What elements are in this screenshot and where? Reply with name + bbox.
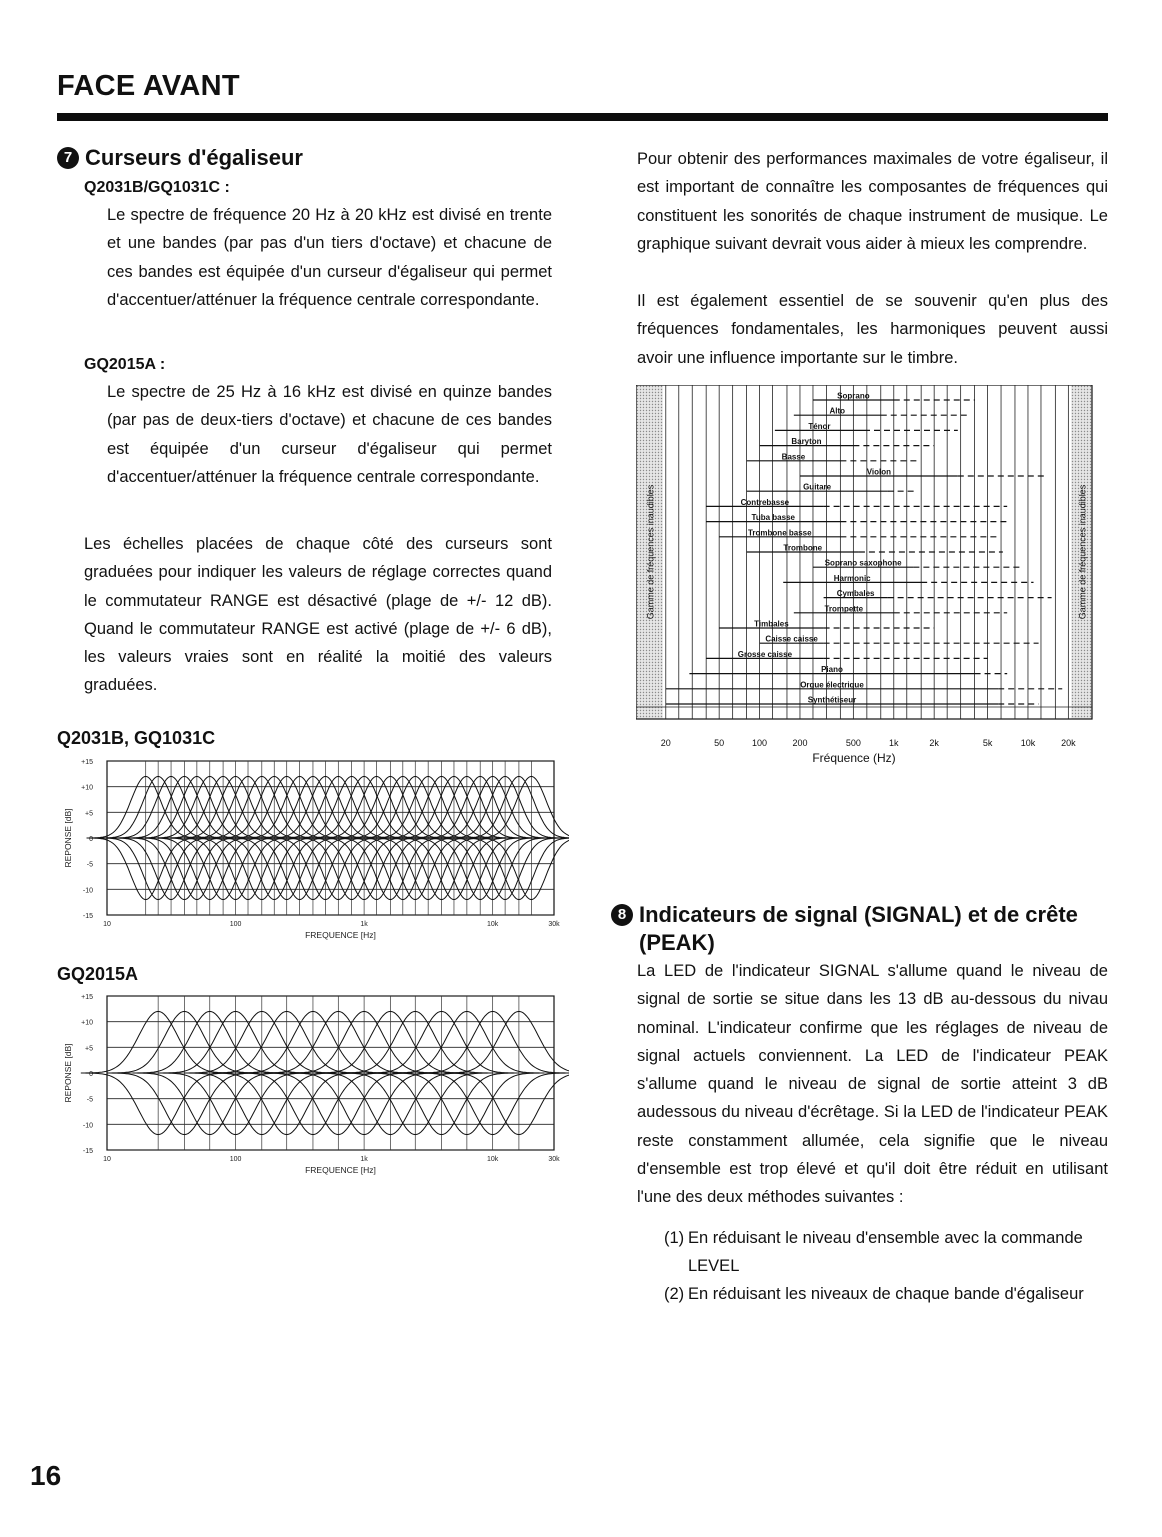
chart1-y-tick-label: -10: [82, 887, 93, 895]
section-8-number: 8: [611, 904, 633, 926]
chart2-y-tick-label: 0: [89, 1071, 93, 1078]
chart2-x-tick-label: 30k: [548, 1156, 560, 1163]
instrument-label: Contrebasse: [740, 497, 790, 507]
range-x-tick-label: 10k: [1020, 738, 1036, 748]
scales-text: Les échelles placées de chaque côté des curseurs sont graduées pour indiquer les valeurs de réglage correctes quand le commutateur RANGE est désactivé (plage de +/- 12 dB). Quand le commutateur RANGE est activé (plage de +/- 6 dB), les valeurs vraies sont en réalité la moitié des valeurs graduées.: [84, 535, 552, 695]
chart2-x-tick-label: 10: [103, 1156, 111, 1163]
instrument-label: Ténor: [808, 421, 831, 431]
chart2-y-tick-label: -15: [82, 1148, 93, 1155]
inaudible-label-low: Gamme de fréquences inaudibles: [645, 484, 656, 620]
instrument-label: Harmonic: [833, 573, 871, 583]
page-number: 16: [30, 1460, 62, 1491]
chart2-cut-curve: [442, 1073, 569, 1135]
chart2-boost-curve: [442, 1011, 569, 1073]
eq-chart-15band-svg: [57, 990, 569, 1183]
method-item-2: [664, 1280, 1108, 1308]
instrument-label: Timbales: [754, 619, 789, 629]
section-8-title-line1: Indicateurs de signal (SIGNAL) et de crête: [639, 902, 1078, 927]
chart2-x-tick-label: 10k: [487, 1156, 499, 1163]
method-item-1-line2: LEVEL: [688, 1257, 740, 1276]
instrument-label: Alto: [829, 406, 846, 416]
instrument-label: Caisse caisse: [765, 634, 818, 644]
title-rule: [57, 113, 1108, 121]
method-item-2-text: En réduisant les niveaux de chaque bande d'égaliseur: [688, 1285, 1084, 1303]
chart1-y-tick-label: -5: [86, 861, 93, 869]
intro-para-1: Pour obtenir des performances maximales de votre égaliseur, il est important de connaître les composantes de fréquences qui constituent les sonorités de chaque instrument de musique. Le graphique suivant devrait vous aider à mieux les comprendre.: [637, 150, 1108, 253]
range-x-tick-label: 1k: [889, 738, 899, 748]
instrument-label: Grosse caisse: [737, 649, 793, 659]
instrument-label: Guitare: [803, 482, 832, 492]
instrument-label: Piano: [821, 665, 843, 675]
instrument-range-chart: [636, 385, 1096, 770]
section-7-title: Curseurs d'égaliseur: [85, 145, 303, 170]
instrument-label: Trombone: [783, 543, 823, 553]
inaudible-label-high: Gamme de fréquences inaudibles: [1077, 484, 1088, 620]
chart2-y-tick-label: +5: [85, 1045, 93, 1053]
range-x-tick-label: 5k: [982, 738, 993, 748]
chart2-y-tick-label: +15: [81, 994, 93, 1001]
chart1-x-axis-label: FREQUENCE [Hz]: [305, 930, 376, 940]
range-x-tick-label: 100: [752, 738, 768, 748]
chart2-x-tick-label: 1k: [360, 1156, 368, 1163]
chart2-x-tick-label: 100: [229, 1156, 242, 1163]
model-a-label: Q2031B/GQ1031C :: [84, 179, 230, 196]
instrument-label: Soprano saxophone: [824, 558, 902, 568]
range-x-tick-label: 50: [714, 738, 725, 748]
instrument-label: Baryton: [791, 437, 822, 447]
range-x-tick-label: 20: [660, 738, 671, 748]
chart2-y-tick-label: -5: [86, 1096, 93, 1104]
instrument-range-chart-svg: [636, 385, 1096, 770]
range-x-tick-label: 500: [845, 738, 861, 748]
section-8-title-line2: (PEAK): [639, 930, 715, 955]
section-8-title: [639, 901, 1078, 957]
chart1-x-tick-label: 100: [229, 921, 242, 928]
method-item-1-number: (1): [664, 1229, 685, 1247]
instrument-label: Trombone basse: [747, 528, 812, 538]
chart1-y-tick-label: +15: [81, 759, 93, 766]
range-x-axis-label: Fréquence (Hz): [812, 751, 896, 765]
range-x-tick-label: 20k: [1061, 738, 1076, 748]
chart2-caption: GQ2015A: [57, 964, 139, 984]
instrument-label: Synthétiseur: [807, 695, 857, 705]
chart2-y-axis-label: REPONSE [dB]: [63, 1043, 73, 1103]
range-x-tick-label: 200: [792, 738, 808, 748]
method-item-1-line1: En réduisant le niveau d'ensemble avec la commande: [688, 1229, 1083, 1247]
chart2-y-tick-label: +10: [81, 1019, 93, 1027]
eq-chart-31band-svg: [57, 755, 569, 948]
section-8-heading: [611, 901, 1111, 957]
instrument-label: Basse: [781, 452, 806, 462]
chart1-y-tick-label: +10: [81, 784, 93, 792]
page-title: FACE AVANT: [57, 70, 240, 102]
instrument-label: Violon: [866, 467, 892, 477]
chart1-x-tick-label: 10: [103, 921, 111, 928]
chart1-y-axis-label: REPONSE [dB]: [63, 808, 73, 868]
method-item-1: [664, 1224, 1108, 1281]
chart1-x-tick-label: 1k: [360, 921, 368, 928]
method-item-1-text: [688, 1224, 1083, 1281]
instrument-label: Tuba basse: [751, 513, 795, 523]
eq-chart-15band: [57, 990, 569, 1183]
instrument-label: Soprano: [837, 391, 870, 401]
method-item-2-number: (2): [664, 1285, 685, 1303]
instrument-label: Trompette: [824, 604, 864, 614]
model-b-text: Le spectre de 25 Hz à 16 kHz est divisé en quinze bandes (par pas de deux-tiers d'octave) et chacune de ces bandes est équipée d'un curseur d'égaliseur qui permet d'accentuer/atténuer la fréquence centrale correspondante.: [107, 383, 552, 486]
chart1-caption: Q2031B, GQ1031C: [57, 728, 216, 748]
instrument-label: Orgue électrique: [800, 680, 864, 690]
intro-para-2: Il est également essentiel de se souvenir qu'en plus des fréquences fondamentales, les harmoniques peuvent aussi avoir une influence importante sur le timbre.: [637, 292, 1108, 367]
chart1-y-tick-label: -15: [82, 913, 93, 920]
eq-chart-31band: [57, 755, 569, 948]
chart1-y-tick-label: +5: [85, 810, 93, 818]
chart1-y-tick-label: 0: [89, 836, 93, 843]
section-7-number: 7: [57, 147, 79, 169]
chart1-x-tick-label: 10k: [487, 921, 499, 928]
instrument-label: Cymbales: [836, 589, 875, 599]
model-b-label: GQ2015A :: [84, 356, 166, 373]
model-a-text: Le spectre de fréquence 20 Hz à 20 kHz est divisé en trente et une bandes (par pas d'un tiers d'octave) et chacune de ces bandes est équipée d'un curseur d'égaliseur qui permet d'accentuer/atténuer la fréquence centrale correspondante.: [107, 206, 552, 309]
range-x-tick-label: 2k: [929, 738, 939, 748]
chart1-x-tick-label: 30k: [548, 921, 560, 928]
chart2-x-axis-label: FREQUENCE [Hz]: [305, 1165, 376, 1175]
section-7-heading: [57, 144, 303, 172]
chart2-y-tick-label: -10: [82, 1122, 93, 1130]
section-8-text: La LED de l'indicateur SIGNAL s'allume quand le niveau de signal de sortie se situe dans les 13 dB au-dessous du nivau nominal. L'indicateur confirme que les réglages de niveau de signal actuels conviennent. La LED de l'indicateur PEAK s'allume quand le niveau de signal de sortie atteint 3 dB audessous du niveau d'écrêtage. Si la LED de l'indicateur PEAK reste constamment allumée, cela signifie que le niveau d'ensemble est trop élevé et qu'il doit être réduit en utilisant l'une des deux méthodes suivantes :: [637, 962, 1108, 1207]
